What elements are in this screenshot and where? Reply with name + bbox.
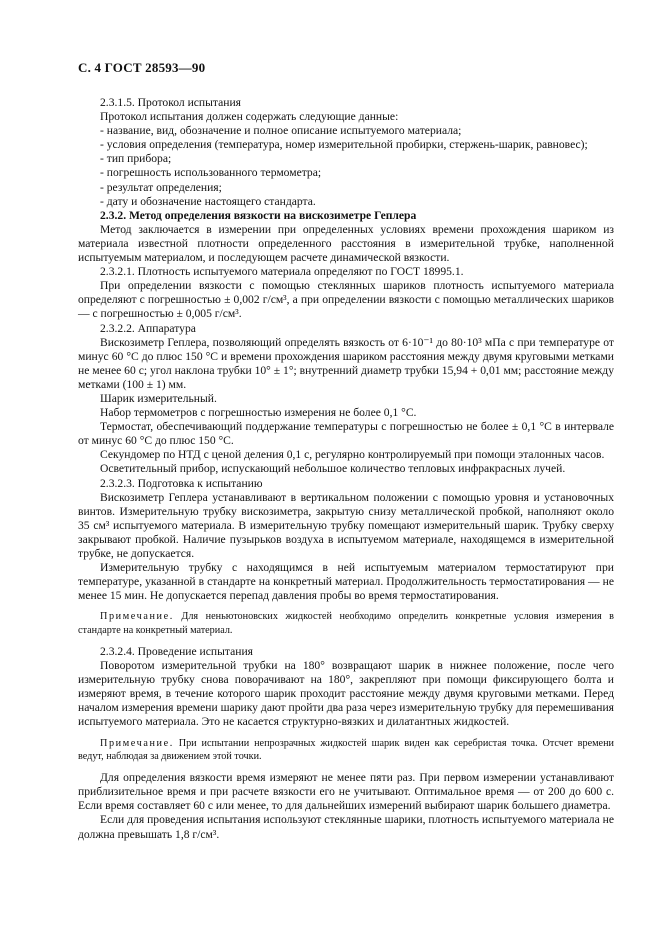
body-paragraph: 2.3.2.3. Подготовка к испытанию xyxy=(100,476,263,490)
body-paragraph: Измерительную трубку с находящимся в ней испытуемым материалом термостатируют при температуре, указанной в стандарте на конкретный материал. Продолжительность термостатирования — не менее 15 мин. Не допускается перепад давления пробы во время термостатирования. xyxy=(78,561,614,603)
note-paragraph xyxy=(78,737,614,764)
note-text: При испытании непрозрачных жидкостей шарик виден как серебристая точка. Отсчет времени ведут, наблюдая за движением этой точки. xyxy=(78,737,614,762)
body-paragraph: - результат определения; xyxy=(100,180,222,194)
body-paragraph: 2.3.2.1. Плотность испытуемого материала определяют по ГОСТ 18995.1. xyxy=(100,265,464,279)
body-paragraph: Протокол испытания должен содержать следующие данные: xyxy=(100,110,399,124)
note-label: Примечание. xyxy=(100,737,174,749)
body-paragraph: Для определения вязкости время измеряют не менее пяти раз. При первом измерении устанавливают приблизительное время и при расчете вязкости его не учитывают. Оптимальное время — от 200 до 600 с. Если время составляет 60 с или менее, то для дальнейших измерений выбирают шарик большего диаметра. xyxy=(78,771,614,813)
body-paragraph: При определении вязкости с помощью стеклянных шариков плотность испытуемого материала определяют с погрешностью ± 0,002 г/см³, а при определении вязкости с помощью металлических шариков — с погрешностью ± 0,005 г/см³. xyxy=(78,279,614,321)
body-paragraph: 2.3.1.5. Протокол испытания xyxy=(100,96,242,109)
note-label: Примечание. xyxy=(100,611,174,623)
body-paragraph: - тип прибора; xyxy=(100,152,172,166)
body-paragraph: - название, вид, обозначение и полное описание испытуемого материала; xyxy=(100,124,462,138)
body-paragraph: Метод заключается в измерении при определенных условиях времени прохождения шариком из материала известной плотности определенного расстояния в измерительной трубке, наполненной испытуемым материалом, и последующем расчете динамической вязкости. xyxy=(78,222,614,265)
body-paragraph: Термостат, обеспечивающий поддержание температуры с погрешностью не более ± 0,1 °С в интервале от минус 60 °С до плюс 150 °С. xyxy=(78,420,614,448)
running-header: С. 4 ГОСТ 28593—90 xyxy=(78,60,206,75)
body-paragraph: Осветительный прибор, испускающий небольшое количество тепловых инфракрасных лучей. xyxy=(100,462,566,476)
body-paragraph: Набор термометров с погрешностью измерения не более 0,1 °С. xyxy=(100,406,417,420)
body-paragraph: Если для проведения испытания используют стеклянные шарики, плотность испытуемого материала не должна превышать 1,8 г/см³. xyxy=(78,813,614,841)
body-paragraph: Вискозиметр Геплера, позволяющий определять вязкость от 6·10⁻¹ до 80·10³ мПа с при температуре от минус 60 °С до плюс 150 °С и времени прохождения шариком расстояния между двумя круговыми метками не менее 60 с; угол наклона трубки 10° ± 1°; внутренний диаметр трубки 15,94 + 0,01 мм; расстояние между метками (100 ± 1) мм. xyxy=(78,335,614,391)
body-paragraph: Поворотом измерительной трубки на 180° возвращают шарик в нижнее положение, после чего измерительную трубку снова поворачивают на 180°, закрепляют при помощи фиксирующего болта и измеряют время, в течение которого шарик проходит расстояние между двумя круговыми метками. Перед началом измерения времени шарику дают пройти два раза через измерительную трубку для перемешивания испытуемого материала. Это не касается структурно-вязких и дилатантных жидкостей. xyxy=(78,659,614,729)
body-paragraph: - условия определения (температура, номер измерительной пробирки, стержень-шарик, равновес); xyxy=(100,138,588,152)
body-paragraph: - дату и обозначение настоящего стандарта. xyxy=(100,194,316,208)
body-paragraph: Вискозиметр Геплера устанавливают в вертикальном положении с помощью уровня и установочных винтов. Измерительную трубку вискозиметра, закрытую снизу металлической пробкой, наполняют около 35 см³ испытуемого материала. В измерительную трубку помещают измерительный шарик. Трубку сверху закрывают пробкой. Наличие пузырьков воздуха в испытуемом материале, находящемся в измерительной трубке, не допускается. xyxy=(78,490,614,560)
body-paragraph: Шарик измерительный. xyxy=(100,391,217,405)
section-heading: 2.3.2. Метод определения вязкости на вискозиметре Геплера xyxy=(100,208,417,222)
document-page xyxy=(78,60,614,842)
body-paragraph: Секундомер по НТД с ценой деления 0,1 с, регулярно контролируемый при помощи эталонных часов. xyxy=(100,448,605,462)
body-paragraph: 2.3.2.2. Аппаратура xyxy=(100,321,196,335)
body-paragraph: 2.3.2.4. Проведение испытания xyxy=(100,644,253,658)
document-body xyxy=(78,96,614,842)
body-paragraph: - погрешность использованного термометра; xyxy=(100,166,322,180)
note-paragraph xyxy=(78,610,614,637)
note-text: Для неньютоновских жидкостей необходимо определить конкретные условия измерения в стандарте на конкретный материал. xyxy=(78,611,614,636)
